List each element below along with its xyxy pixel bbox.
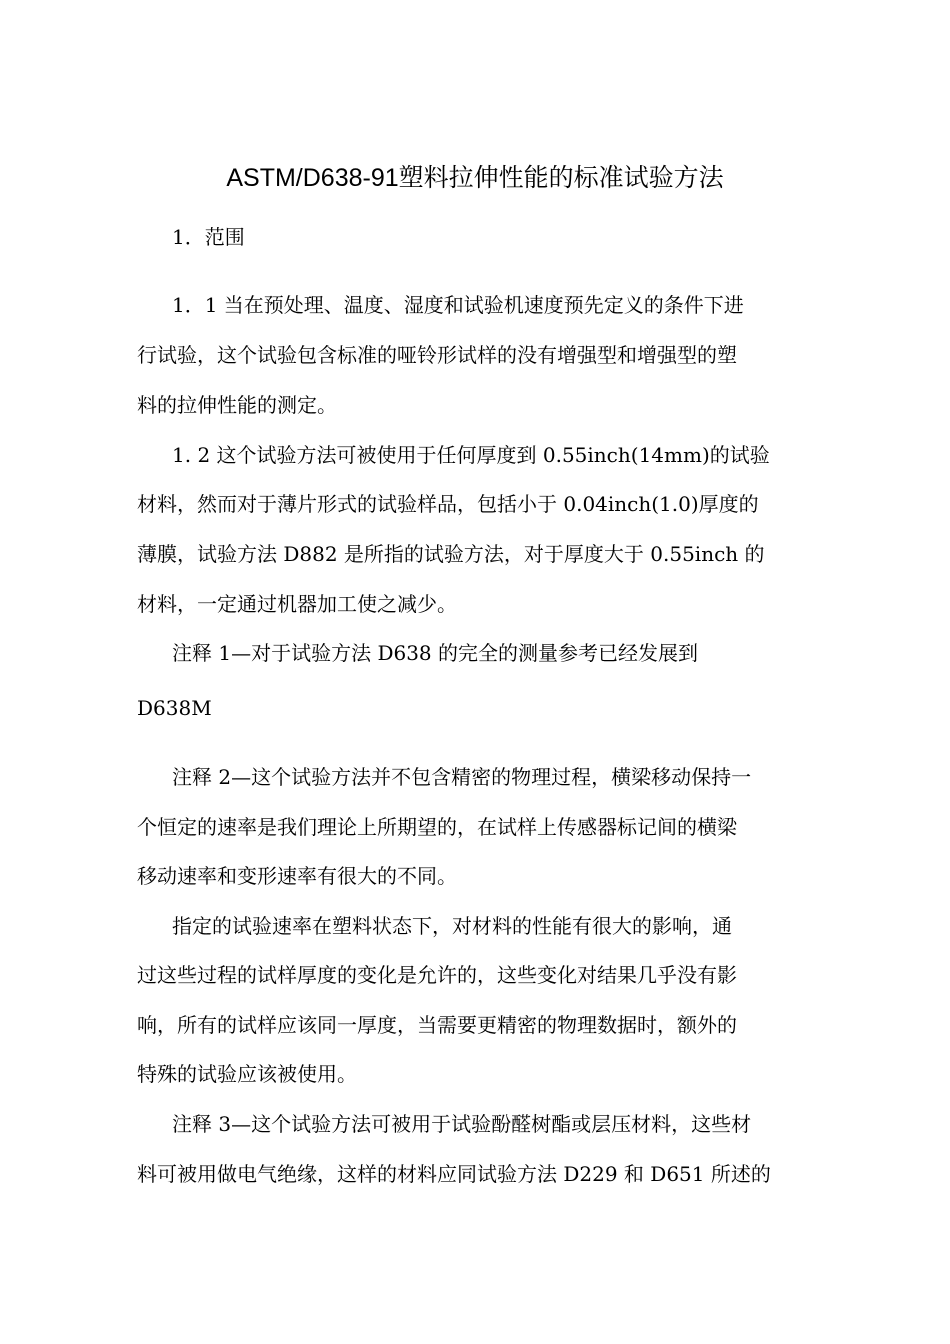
paragraph-line: 1. 2 这个试验方法可被使用于任何厚度到 0.55inch(14mm)的试验 xyxy=(172,443,770,467)
paragraph-line: 薄膜，试验方法 D882 是所指的试验方法，对于厚度大于 0.55inch 的 xyxy=(137,542,765,566)
note-line: 移动速率和变形速率有很大的不同。 xyxy=(137,864,457,888)
title-standard-code: ASTM/D638-91 xyxy=(226,164,399,192)
title-text: 塑料拉伸性能的标准试验方法 xyxy=(398,163,724,192)
paragraph-line: 材料，一定通过机器加工使之减少。 xyxy=(137,592,457,616)
section-heading-scope: 1．范围 xyxy=(172,225,245,249)
note-line: D638M xyxy=(137,696,212,720)
paragraph-line: 响，所有的试样应该同一厚度，当需要更精密的物理数据时，额外的 xyxy=(137,1013,737,1037)
paragraph-line: 1．1 当在预处理、温度、湿度和试验机速度预先定义的条件下进 xyxy=(172,293,744,317)
paragraph-line: 过这些过程的试样厚度的变化是允许的，这些变化对结果几乎没有影 xyxy=(137,963,737,987)
note-line: 料可被用做电气绝缘，这样的材料应同试验方法 D229 和 D651 所述的 xyxy=(137,1162,771,1186)
paragraph-line: 料的拉伸性能的测定。 xyxy=(137,393,337,417)
note-line: 注释 2—这个试验方法并不包含精密的物理过程，横梁移动保持一 xyxy=(172,765,752,789)
paragraph-line: 行试验，这个试验包含标准的哑铃形试样的没有增强型和增强型的塑 xyxy=(137,343,737,367)
note-line: 注释 3—这个试验方法可被用于试验酚醛树酯或层压材料，这些材 xyxy=(172,1112,752,1136)
paragraph-line: 指定的试验速率在塑料状态下，对材料的性能有很大的影响，通 xyxy=(172,914,732,938)
document-title xyxy=(0,160,950,196)
note-line: 注释 1—对于试验方法 D638 的完全的测量参考已经发展到 xyxy=(172,641,699,665)
paragraph-line: 材料，然而对于薄片形式的试验样品，包括小于 0.04inch(1.0)厚度的 xyxy=(137,492,759,516)
paragraph-line: 特殊的试验应该被使用。 xyxy=(137,1062,357,1086)
note-line: 个恒定的速率是我们理论上所期望的，在试样上传感器标记间的横梁 xyxy=(137,815,737,839)
